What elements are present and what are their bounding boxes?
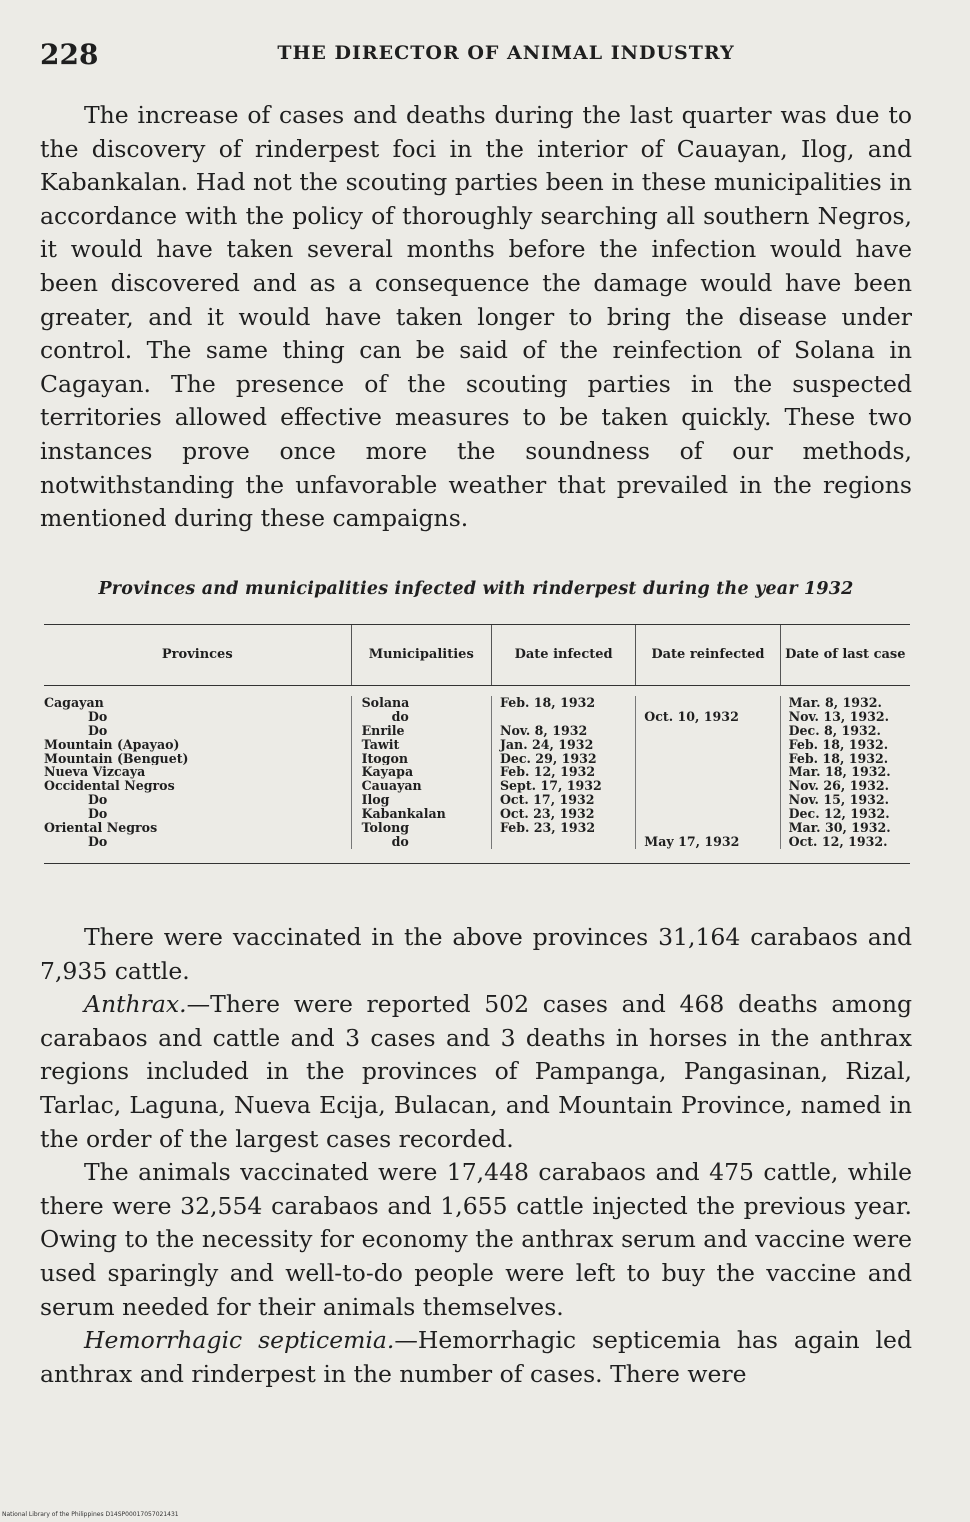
table-cell-province: Do: [88, 807, 108, 822]
table-cell-last-case: Nov. 13, 1932.: [788, 709, 890, 724]
body-text-bottom: [40, 921, 912, 1391]
table-cell-infected: Feb. 18, 1932: [499, 696, 596, 710]
table-cell-last-case: Oct. 12, 1932.: [788, 834, 888, 849]
anthrax-heading: Anthrax.: [84, 990, 187, 1019]
table-cell-last-case: Mar. 18, 1932.: [788, 765, 891, 780]
table-cell-province: Cagayan: [44, 696, 104, 710]
table-cell-reinfected: Oct. 10, 1932: [644, 709, 739, 724]
table-cell-reinfected: [636, 765, 779, 779]
table-cell-municipality: Kabankalan: [361, 807, 446, 822]
table-cell-infected: Oct. 17, 1932: [499, 793, 595, 808]
table-cell-infected: Nov. 8, 1932: [499, 723, 588, 738]
table-body: [44, 686, 910, 863]
paragraph-vaccinated: There were vaccinated in the above provinces 31,164 carabaos and 7,935 cattle.: [40, 923, 912, 985]
header-provinces: Provinces: [161, 647, 233, 662]
table-cell-reinfected: [636, 793, 779, 807]
table-header-row: [44, 625, 910, 685]
paragraph-animals-vaccinated: The animals vaccinated were 17,448 carabaos and 475 cattle, while there were 32,554 carabaos and 1,655 cattle injected the previous year. Owing to the necessity for economy the anthrax serum and vaccine were used sparingly and well-to-do people were left to buy the vaccine and serum needed for their animals themselves.: [40, 1158, 912, 1321]
table-cell-municipality: Enrile: [361, 723, 405, 738]
table-cell-reinfected: [636, 738, 779, 752]
column-municipalities: [351, 696, 491, 849]
table-cell-reinfected: [636, 724, 779, 738]
hemorrhagic-text: —Hemorrhagic septicemia has again led anthrax and rinderpest in the number of cases. There were: [40, 1326, 912, 1388]
page-number: 228: [40, 38, 99, 71]
table-cell-municipality: Solana: [361, 696, 410, 710]
table-cell-province: Do: [88, 709, 108, 724]
table-cell-last-case: Mar. 8, 1932.: [788, 696, 882, 710]
table-cell-reinfected: [636, 807, 779, 821]
table-cell-infected: [492, 710, 635, 724]
table-cell-province: Do: [88, 834, 108, 849]
column-date-reinfected: [635, 696, 779, 849]
column-provinces: [44, 696, 351, 849]
table-caption: Provinces and municipalities infected with rinderpest during the year 1932: [98, 579, 854, 599]
column-date-infected: [491, 696, 635, 849]
table-cell-province: Mountain (Apayao): [44, 737, 180, 752]
column-date-last-case: [780, 696, 910, 849]
table-cell-infected: Jan. 24, 1932: [499, 737, 594, 752]
rinderpest-table: [44, 624, 910, 864]
table-cell-infected: Feb. 12, 1932: [499, 765, 596, 780]
table-cell-infected: Feb. 23, 1932: [499, 821, 596, 835]
running-title: THE DIRECTOR OF ANIMAL INDUSTRY: [277, 42, 735, 64]
table-cell-last-case: Mar. 30, 1932.: [788, 821, 891, 835]
table-cell-infected: [492, 835, 635, 849]
anthrax-text: —There were reported 502 cases and 468 deaths among carabaos and cattle and 3 cases and 3 deaths in horses in the anthrax regions included in the provinces of Pampanga, Pangasinan, Rizal, Tarlac, Laguna, Nueva Ecija, Bulacan, and Mountain Province, named in the order of the largest cases recorded.: [40, 990, 912, 1153]
table-cell-last-case: Feb. 18, 1932.: [788, 737, 889, 752]
table-cell-reinfected: [636, 752, 779, 766]
paragraph-hemorrhagic: [40, 1324, 912, 1391]
table-cell-infected: Oct. 23, 1932: [499, 807, 595, 822]
table-cell-province: Nueva Vizcaya: [44, 765, 146, 780]
table-cell-reinfected: [636, 696, 779, 710]
library-footer-note: National Library of the Philippines D14SP00017057021431: [2, 1511, 179, 1518]
table-cell-municipality: Tawit: [361, 737, 400, 752]
header-date-last-case: Date of last case: [780, 625, 910, 685]
header-date-infected: Date infected: [491, 625, 635, 685]
table-cell-municipality: Itogon: [361, 751, 409, 766]
table-cell-province: Occidental Negros: [44, 779, 175, 794]
table-cell-municipality: Tolong: [361, 821, 410, 835]
table-cell-province: Oriental Negros: [44, 821, 158, 835]
table-cell-province: Mountain (Benguet): [44, 751, 189, 766]
header-municipalities: Municipalities: [351, 625, 491, 685]
table-cell-municipality: do: [391, 834, 409, 849]
table-cell-last-case: Nov. 15, 1932.: [788, 793, 890, 808]
table-cell-municipality: Cauayan: [361, 779, 422, 794]
table-cell-last-case: Dec. 12, 1932.: [788, 807, 890, 822]
table-cell-infected: Dec. 29, 1932: [499, 751, 597, 766]
paragraph-anthrax: [40, 988, 912, 1156]
table-cell-municipality: Kayapa: [361, 765, 414, 780]
table-cell-reinfected: [636, 821, 779, 835]
table-bottom-rule: [44, 863, 910, 864]
hemorrhagic-heading: Hemorrhagic septicemia.: [84, 1326, 395, 1355]
table-cell-reinfected: [636, 779, 779, 793]
table-cell-province: Do: [88, 723, 108, 738]
table-cell-last-case: Dec. 8, 1932.: [788, 723, 881, 738]
table-cell-last-case: Feb. 18, 1932.: [788, 751, 889, 766]
table-cell-municipality: do: [391, 709, 409, 724]
table-cell-infected: Sept. 17, 1932: [499, 779, 602, 794]
table-cell-last-case: Nov. 26, 1932.: [788, 779, 890, 794]
page-header: [40, 38, 912, 72]
table-cell-province: Do: [88, 793, 108, 808]
header-date-reinfected: Date reinfected: [635, 625, 779, 685]
body-text-top: [40, 99, 912, 536]
table-cell-reinfected: May 17, 1932: [644, 834, 740, 849]
table-cell-municipality: Ilog: [361, 793, 390, 808]
paragraph-rinderpest-increase: The increase of cases and deaths during the last quarter was due to the discovery of rinderpest foci in the interior of Cauayan, Ilog, and Kabankalan. Had not the scouting parties been in these municipalities in accordance with the policy of thoroughly searching all southern Negros, it would have taken several months before the infection would have been discovered and as a consequence the damage would have been greater, and it would have taken longer to bring the disease under control. The same thing can be said of the reinfection of Solana in Cagayan. The presence of the scouting parties in the suspected territories allowed effective measures to be taken quickly. These two instances prove once more the soundness of our methods, notwithstanding the unfavorable weather that prevailed in the regions mentioned during these campaigns.: [40, 101, 912, 533]
